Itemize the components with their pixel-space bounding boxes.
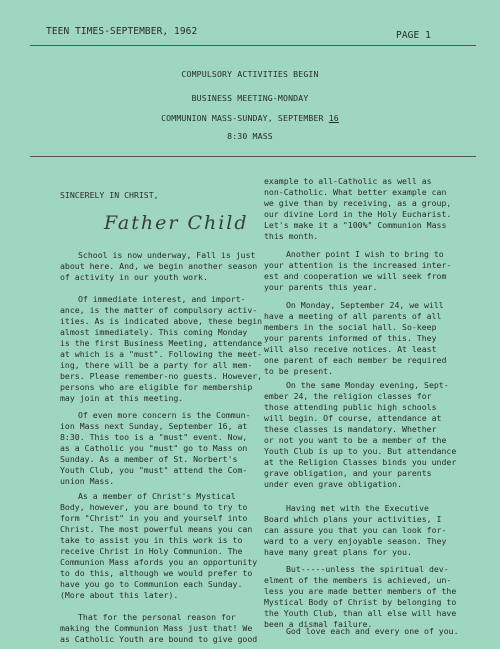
text-line: at the Religion Classes binds you under <box>264 457 457 467</box>
text-line: or not you want to be a member of the <box>264 435 447 445</box>
headline-communion-mass-text: COMMUNION MASS-SUNDAY, SEPTEMBER <box>161 113 329 123</box>
left-paragraph <box>60 250 257 283</box>
text-line: On Monday, September 24, we will <box>286 300 444 310</box>
text-line: our divine Lord in the Holy Eucharist. <box>264 209 452 219</box>
text-line: the Youth Club, than all else will have <box>264 608 457 618</box>
text-line: Youth Club, you "must" attend the Com- <box>60 465 248 475</box>
right-paragraph <box>264 249 451 293</box>
text-line: School is now underway, Fall is just <box>78 250 256 260</box>
text-line: making the Communion Mass just that! We <box>60 623 253 633</box>
text-line: Of even more concern is the Commun- <box>78 410 251 420</box>
text-line: elment of the members is achieved, un- <box>264 575 452 585</box>
masthead-title: TEEN TIMES-SEPTEMBER, 1962 <box>46 26 198 37</box>
text-line: of activity in our youth work. <box>60 272 208 282</box>
right-paragraph <box>264 564 456 630</box>
text-line: one parent of each member be required <box>264 355 447 365</box>
right-paragraph <box>264 300 446 377</box>
text-line: Having met with the Executive <box>286 503 429 513</box>
text-line: this month. <box>264 231 319 241</box>
text-line: to be present. <box>264 366 334 376</box>
text-line: may join at this meeting. <box>60 393 184 403</box>
text-line: ing, there will be a party for all mem- <box>60 360 253 370</box>
text-line: Another point I wish to bring to <box>286 249 444 259</box>
right-paragraph <box>264 380 456 490</box>
text-line: under even grave obligation. <box>264 479 403 489</box>
text-line: will begin. Of course, attendance at <box>264 413 442 423</box>
text-line: bers. Please remember-no guests. However, <box>60 371 263 381</box>
signature: Father Child <box>104 212 249 234</box>
text-line: can assure you that you can look for- <box>264 525 447 535</box>
text-line: your parents informed of this. They <box>264 333 437 343</box>
text-line: (More about this later). <box>60 590 179 600</box>
text-line: receive Christ in Holy Communion. The <box>60 546 243 556</box>
text-line: union Mass. <box>60 476 115 486</box>
text-line: as a Catholic you "must" go to Mass on <box>60 443 248 453</box>
text-line: Sunday. As a member of St. Norbert's <box>60 454 238 464</box>
text-line: Christ. The most powerful means you can <box>60 524 253 534</box>
text-line: example to all-Catholic as well as <box>264 176 432 186</box>
text-line: members in the social hall. So-keep <box>264 322 437 332</box>
text-line: ember 24, the religion classes for <box>264 391 432 401</box>
text-line: Of immediate interest, and import- <box>78 294 246 304</box>
text-line: persons who are eligible for membership <box>60 382 253 392</box>
text-line: almost immediately. This coming Monday <box>60 327 248 337</box>
closing-salutation: SINCERELY IN CHRIST, <box>60 190 159 200</box>
text-line: As a member of Christ's Mystical <box>78 491 236 501</box>
text-line: Communion Mass afords you an opportunity <box>60 557 258 567</box>
text-line: less you are made better members of the <box>264 586 457 596</box>
text-line: ance, is the matter of compulsory activ- <box>60 305 258 315</box>
text-line: grave obligation, and your parents <box>264 468 432 478</box>
headline-communion-mass <box>0 113 500 123</box>
text-line: at which is a "must". Following the meet- <box>60 349 263 359</box>
right-paragraph <box>264 176 451 242</box>
text-line: form "Christ" in you and yourself into <box>60 513 248 523</box>
left-paragraph <box>60 410 251 487</box>
headline-mass-time: 8:30 MASS <box>227 131 273 141</box>
right-paragraph <box>264 626 459 637</box>
text-line: been a dismal failure. <box>264 619 373 629</box>
page-number: PAGE 1 <box>396 30 431 41</box>
text-line: est and cooperation we will seek from <box>264 271 447 281</box>
text-line: your attention is the increased inter- <box>264 260 452 270</box>
text-line: will also receive notices. At least <box>264 344 437 354</box>
headline-communion-mass-day: 16 <box>328 113 339 123</box>
text-line: ities. As is indicated above, these begin <box>60 316 263 326</box>
text-line: On the same Monday evening, Sept- <box>286 380 449 390</box>
text-line: these classes is mandatory. Whether <box>264 424 437 434</box>
left-paragraph <box>60 294 262 404</box>
text-line: as Catholic Youth are bound to give good <box>60 634 258 644</box>
text-line: we give than by receiving, as a group, <box>264 198 452 208</box>
text-line: ward to a very enjoyable season. They <box>264 536 447 546</box>
text-line: Body, however, you are bound to try to <box>60 502 248 512</box>
text-line: ion Mass next Sunday, September 16, at <box>60 421 248 431</box>
text-line: But-----unless the spiritual dev- <box>286 564 449 574</box>
text-line: have many great plans for you. <box>264 547 412 557</box>
text-line: God love each and every one of you. <box>286 626 459 636</box>
text-line: Let's make it a "100%" Communion Mass <box>264 220 447 230</box>
text-line: That for the personal reason for <box>78 612 236 622</box>
text-line: have a meeting of all parents of all <box>264 311 442 321</box>
text-line: Board which plans your activities, I <box>264 514 442 524</box>
text-line: is the first Business Meeting, attendance <box>60 338 263 348</box>
text-line: take to assist you in this work is to <box>60 535 243 545</box>
right-paragraph <box>264 503 446 558</box>
headline-business-meeting: BUSINESS MEETING-MONDAY <box>191 93 309 103</box>
text-line: to do this, although we would prefer to <box>60 568 253 578</box>
left-paragraph <box>60 612 257 645</box>
headline-activities: COMPULSORY ACTIVITIES BEGIN <box>181 69 319 79</box>
text-line: about here. And, we begin another season <box>60 261 258 271</box>
text-line: have you go to Communion each Sunday. <box>60 579 243 589</box>
text-line: 8:30. This too is a "must" event. Now, <box>60 432 248 442</box>
text-line: Mystical Body of Christ by belonging to <box>264 597 457 607</box>
top-rule <box>30 45 476 46</box>
text-line: Youth Club is up to you. But attendance <box>264 446 457 456</box>
bottom-rule <box>30 156 476 157</box>
text-line: your parents this year. <box>264 282 378 292</box>
text-line: non-Catholic. What better example can <box>264 187 447 197</box>
left-paragraph <box>60 491 257 601</box>
text-line: those attending public high schools <box>264 402 437 412</box>
